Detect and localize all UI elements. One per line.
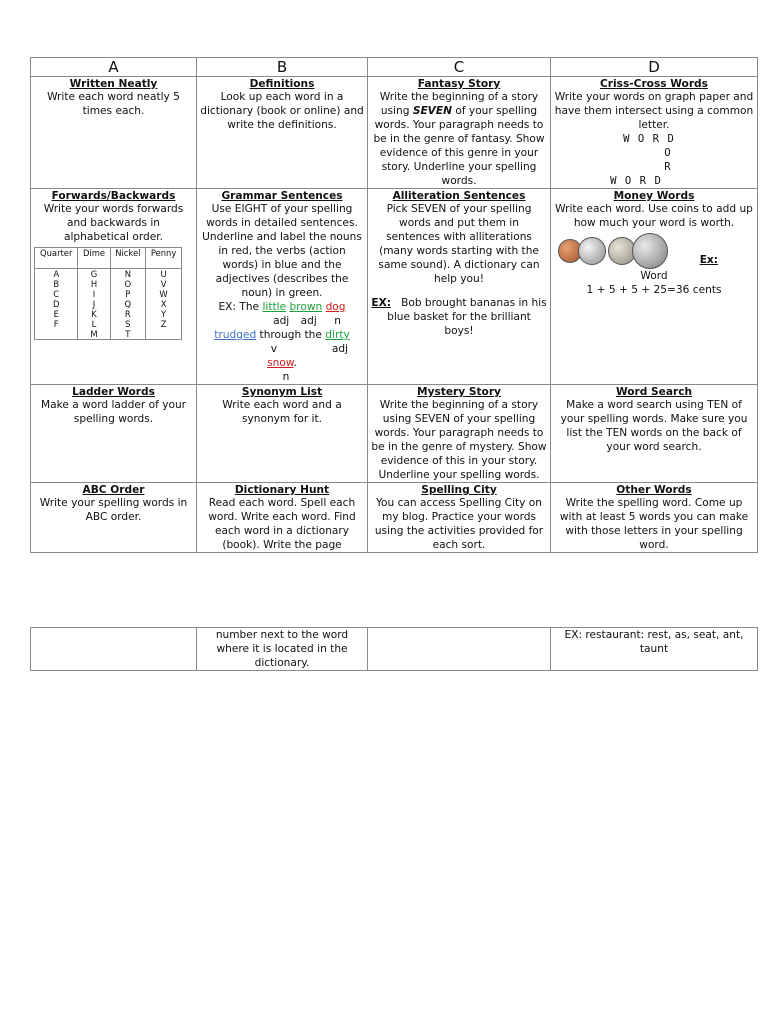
example-adj-dirty: dirty bbox=[325, 329, 350, 341]
cell-title: Ladder Words bbox=[72, 386, 155, 398]
cell-title: Mystery Story bbox=[417, 386, 501, 398]
cell-abc-order bbox=[31, 483, 197, 553]
cell-written-neatly bbox=[31, 77, 197, 189]
coin-letter: V bbox=[160, 279, 167, 289]
cell-text: EX: restaurant: rest, as, seat, ant, taunt bbox=[564, 629, 744, 655]
coin-letter: O bbox=[124, 279, 132, 289]
coin-header: Quarter bbox=[35, 248, 78, 269]
crisscross-line-2: O bbox=[664, 147, 672, 159]
coin-letter: S bbox=[125, 319, 131, 329]
board-row-1 bbox=[31, 77, 758, 189]
coin-header: Penny bbox=[146, 248, 182, 269]
example-line-3: snow. bbox=[267, 357, 297, 369]
cell-text: Write your words on graph paper and have them intersect using a common letter. bbox=[554, 91, 754, 131]
cell-text: Write each word neatly 5 times each. bbox=[47, 91, 180, 117]
coin-letter: U bbox=[160, 269, 167, 279]
coin-letter: A bbox=[53, 269, 60, 279]
column-header-c: C bbox=[368, 58, 551, 77]
cell-text: Write each word and a synonym for it. bbox=[222, 399, 342, 425]
example-adj-little: little bbox=[262, 301, 287, 313]
coin-letter: Q bbox=[124, 299, 132, 309]
cell-text: Write the spelling word. Come up with at least 5 words you can make with those letters in your spelling word. bbox=[559, 497, 749, 551]
cell-title: Other Words bbox=[616, 484, 692, 496]
example-verb-trudged: trudged bbox=[214, 329, 257, 341]
cell-text: Write your spelling words in ABC order. bbox=[39, 497, 188, 523]
coin-letter-table bbox=[34, 247, 182, 340]
coin-letter: P bbox=[125, 289, 131, 299]
cell-dictionary-hunt-continued bbox=[197, 628, 368, 671]
cell-title: Fantasy Story bbox=[417, 78, 501, 90]
coin-letters-dime bbox=[78, 269, 110, 340]
cell-text: Make a word search using TEN of your spelling words. Make sure you list the TEN words on the back of your word search. bbox=[560, 399, 748, 453]
cell-mystery-story bbox=[368, 385, 551, 483]
cell-title: Definitions bbox=[249, 78, 315, 90]
quarter-icon bbox=[632, 233, 668, 269]
coin-letter: M bbox=[90, 329, 98, 339]
coin-letter: K bbox=[91, 309, 97, 319]
example-label: EX: bbox=[371, 297, 391, 309]
cell-other-words bbox=[551, 483, 758, 553]
cell-title: ABC Order bbox=[82, 484, 145, 496]
example-labels-line-1 bbox=[200, 314, 364, 328]
example-label: EX: The bbox=[218, 301, 263, 313]
label-adj: adj bbox=[273, 315, 290, 327]
coin-letter: L bbox=[91, 319, 97, 329]
cell-synonym-list bbox=[197, 385, 368, 483]
text-part: of your spelling words. Your paragraph needs to be in the genre of fantasy. Show evidence of this genre in your story. Underline your spelling words. bbox=[373, 105, 545, 187]
cell-text: Use EIGHT of your spelling words in detailed sentences. Underline and label the nouns in red, the verbs (action words) in blue and the adjectives (describes the noun) in green. bbox=[202, 203, 362, 299]
cell-grammar-sentences bbox=[197, 189, 368, 385]
cell-text: Write each word. Use coins to add up how much your word is worth. bbox=[555, 203, 753, 229]
column-header-d: D bbox=[551, 58, 758, 77]
coin-letter: Y bbox=[161, 309, 167, 319]
coin-letter: N bbox=[124, 269, 131, 279]
cell-title: Criss-Cross Words bbox=[600, 78, 708, 90]
cell-title: Written Neatly bbox=[69, 78, 158, 90]
text-part: Write the beginning of a story using bbox=[379, 91, 539, 117]
coin-letter: D bbox=[52, 299, 60, 309]
cell-continued-a bbox=[31, 628, 197, 671]
cell-ladder-words bbox=[31, 385, 197, 483]
example-line-2 bbox=[200, 328, 364, 342]
board-row-2 bbox=[31, 189, 758, 385]
example-label: Ex: bbox=[699, 254, 718, 266]
cell-title: Alliteration Sentences bbox=[392, 190, 526, 202]
label-adj: adj bbox=[331, 343, 348, 355]
label-v: v bbox=[270, 343, 278, 355]
coin-letter: H bbox=[90, 279, 98, 289]
cell-title: Dictionary Hunt bbox=[234, 484, 330, 496]
crisscross-line-1: W O R D bbox=[623, 133, 675, 145]
coin-letters-quarter bbox=[35, 269, 78, 340]
coin-letter: I bbox=[92, 289, 96, 299]
label-n: n bbox=[334, 315, 341, 327]
coin-letter: R bbox=[124, 309, 131, 319]
coin-letter: G bbox=[90, 269, 98, 279]
coin-letters-nickel bbox=[110, 269, 146, 340]
cell-continued-c bbox=[368, 628, 551, 671]
cell-word-search bbox=[551, 385, 758, 483]
board-row-continued bbox=[31, 628, 758, 671]
example-noun-dog: dog bbox=[325, 301, 346, 313]
cell-title: Spelling City bbox=[421, 484, 497, 496]
cell-text: number next to the word where it is located in the dictionary. bbox=[215, 629, 349, 669]
coin-letter: J bbox=[92, 299, 96, 309]
cell-alliteration-sentences bbox=[368, 189, 551, 385]
cell-title: Forwards/Backwards bbox=[51, 190, 176, 202]
cell-title: Grammar Sentences bbox=[221, 190, 343, 202]
money-word: Word bbox=[640, 270, 668, 282]
cell-text: Read each word. Spell each word. Write each word. Find each word in a dictionary (book). Write the page bbox=[208, 497, 356, 551]
cell-text: Look up each word in a dictionary (book or online) and write the definitions. bbox=[200, 91, 364, 131]
alliteration-example bbox=[371, 296, 547, 338]
coins-illustration bbox=[558, 233, 754, 269]
cell-text: Write your words forwards and backwards in alphabetical order. bbox=[43, 203, 184, 243]
cell-forwards-backwards bbox=[31, 189, 197, 385]
coin-letter: E bbox=[53, 309, 59, 319]
cell-definitions bbox=[197, 77, 368, 189]
cell-money-words bbox=[551, 189, 758, 385]
coin-letter: B bbox=[53, 279, 60, 289]
coin-header: Dime bbox=[78, 248, 110, 269]
cell-criss-cross-words bbox=[551, 77, 758, 189]
example-noun-snow: snow bbox=[267, 357, 294, 369]
cell-title: Synonym List bbox=[241, 386, 323, 398]
cell-title: Money Words bbox=[613, 190, 695, 202]
column-header-b: B bbox=[197, 58, 368, 77]
cell-text: Make a word ladder of your spelling words. bbox=[40, 399, 187, 425]
choice-board-table-continued bbox=[30, 627, 758, 671]
coin-header: Nickel bbox=[110, 248, 146, 269]
example-adj-brown: brown bbox=[289, 301, 323, 313]
crisscross-line-4: W O R D bbox=[610, 175, 662, 187]
cell-spelling-city bbox=[368, 483, 551, 553]
example-text: Bob brought bananas in his blue basket for the brilliant boys! bbox=[387, 297, 547, 337]
choice-board-table bbox=[30, 57, 758, 553]
cell-text: Write the beginning of a story using SEVEN of your spelling words. Your paragraph needs to be in the genre of mystery. Show evidence of this in your story. Underline your spelling words. bbox=[371, 399, 547, 481]
crisscross-line-3: R bbox=[664, 161, 672, 173]
cell-other-words-continued bbox=[551, 628, 758, 671]
grammar-example bbox=[200, 300, 364, 314]
cell-title: Word Search bbox=[615, 386, 693, 398]
coin-letter: X bbox=[160, 299, 167, 309]
coin-letter: Z bbox=[160, 319, 167, 329]
coin-letter: C bbox=[53, 289, 60, 299]
example-labels-line-2 bbox=[200, 342, 364, 356]
cell-text: You can access Spelling City on my blog. Practice your words using the activities provided for each sort. bbox=[374, 497, 544, 551]
example-text: through the bbox=[256, 329, 326, 341]
cell-dictionary-hunt bbox=[197, 483, 368, 553]
coin-letter: F bbox=[53, 319, 59, 329]
money-sum: 1 + 5 + 5 + 25=36 cents bbox=[586, 284, 722, 296]
coin-letter: W bbox=[159, 289, 168, 299]
coin-letter: T bbox=[125, 329, 131, 339]
nickel-icon bbox=[578, 237, 606, 265]
column-header-row bbox=[31, 58, 758, 77]
emphasis-seven: SEVEN bbox=[412, 105, 452, 117]
board-row-4 bbox=[31, 483, 758, 553]
cell-fantasy-story bbox=[368, 77, 551, 189]
cell-text: Pick SEVEN of your spelling words and put them in sentences with alliterations (many words starting with the same sound). A dictionary can help you! bbox=[378, 203, 540, 285]
column-header-a: A bbox=[31, 58, 197, 77]
example-labels-line-3: n bbox=[282, 371, 290, 383]
coin-letters-penny bbox=[146, 269, 182, 340]
board-row-3 bbox=[31, 385, 758, 483]
cell-text bbox=[371, 90, 547, 188]
label-adj: adj bbox=[300, 315, 317, 327]
